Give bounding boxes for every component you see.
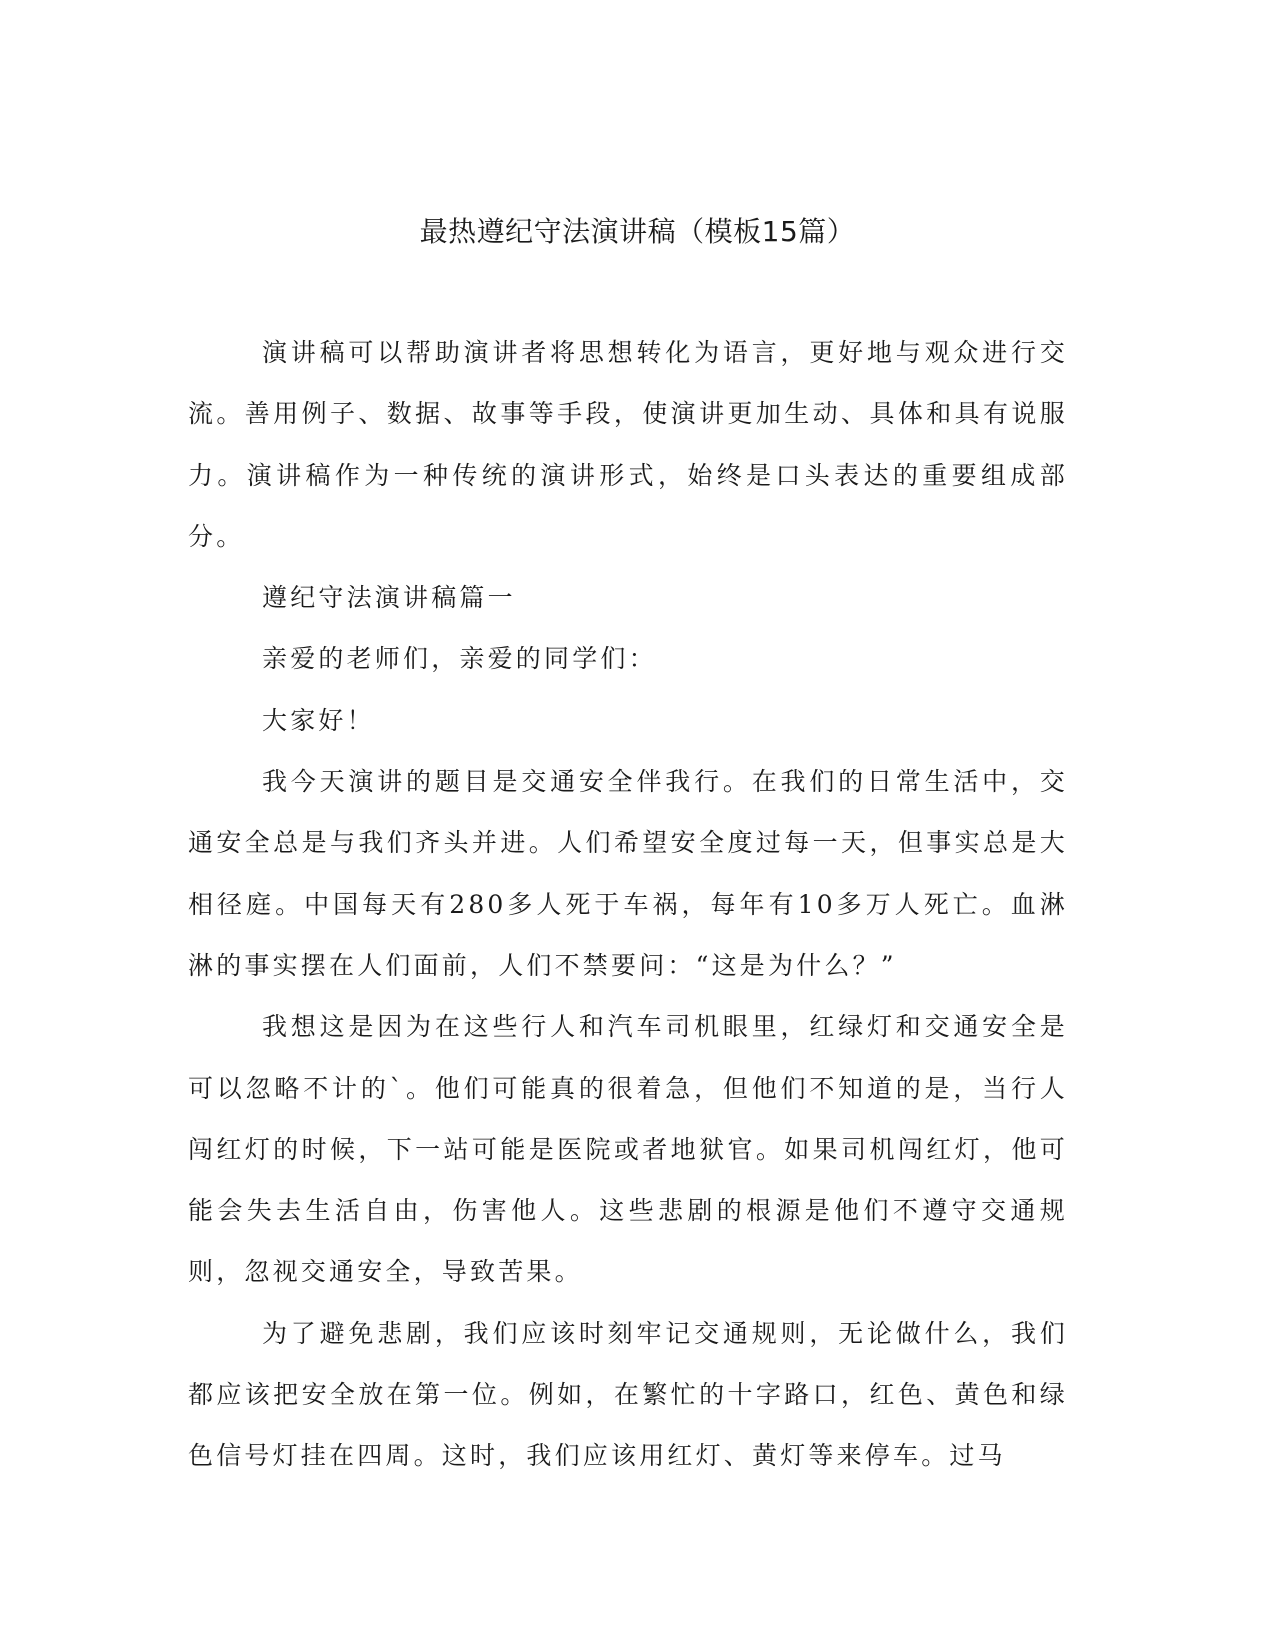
intro-paragraph: 演讲稿可以帮助演讲者将思想转化为语言，更好地与观众进行交流。善用例子、数据、故事等手段，使演讲更加生动、具体和具有说服力。演讲稿作为一种传统的演讲形式，始终是口头表达的重要组成部分。 xyxy=(188,338,1068,551)
salutation: 亲爱的老师们，亲爱的同学们： xyxy=(262,644,657,674)
document-body xyxy=(188,322,1068,1487)
greeting: 大家好！ xyxy=(262,705,375,735)
section-heading: 遵纪守法演讲稿篇一 xyxy=(262,583,516,613)
document-title: 最热遵纪守法演讲稿（模板15篇） xyxy=(419,215,856,248)
body-paragraph: 为了避免悲剧，我们应该时刻牢记交通规则，无论做什么，我们都应该把安全放在第一位。例如，在繁忙的十字路口，红色、黄色和绿色信号灯挂在四周。这时，我们应该用红灯、黄灯等来停车。过马 xyxy=(188,1318,1068,1471)
body-paragraph: 我想这是因为在这些行人和汽车司机眼里，红绿灯和交通安全是可以忽略不计的`。他们可能真的很着急，但他们不知道的是，当行人闯红灯的时候，下一站可能是医院或者地狱官。如果司机闯红灯，他可能会失去生活自由，伤害他人。这些悲剧的根源是他们不遵守交通规则，忽视交通安全，导致苦果。 xyxy=(188,1012,1068,1287)
body-paragraph: 我今天演讲的题目是交通安全伴我行。在我们的日常生活中，交通安全总是与我们齐头并进。人们希望安全度过每一天，但事实总是大相径庭。中国每天有280多人死于车祸，每年有10多万人死亡。血淋淋的事实摆在人们面前，人们不禁要问：“这是为什么？” xyxy=(188,767,1068,980)
